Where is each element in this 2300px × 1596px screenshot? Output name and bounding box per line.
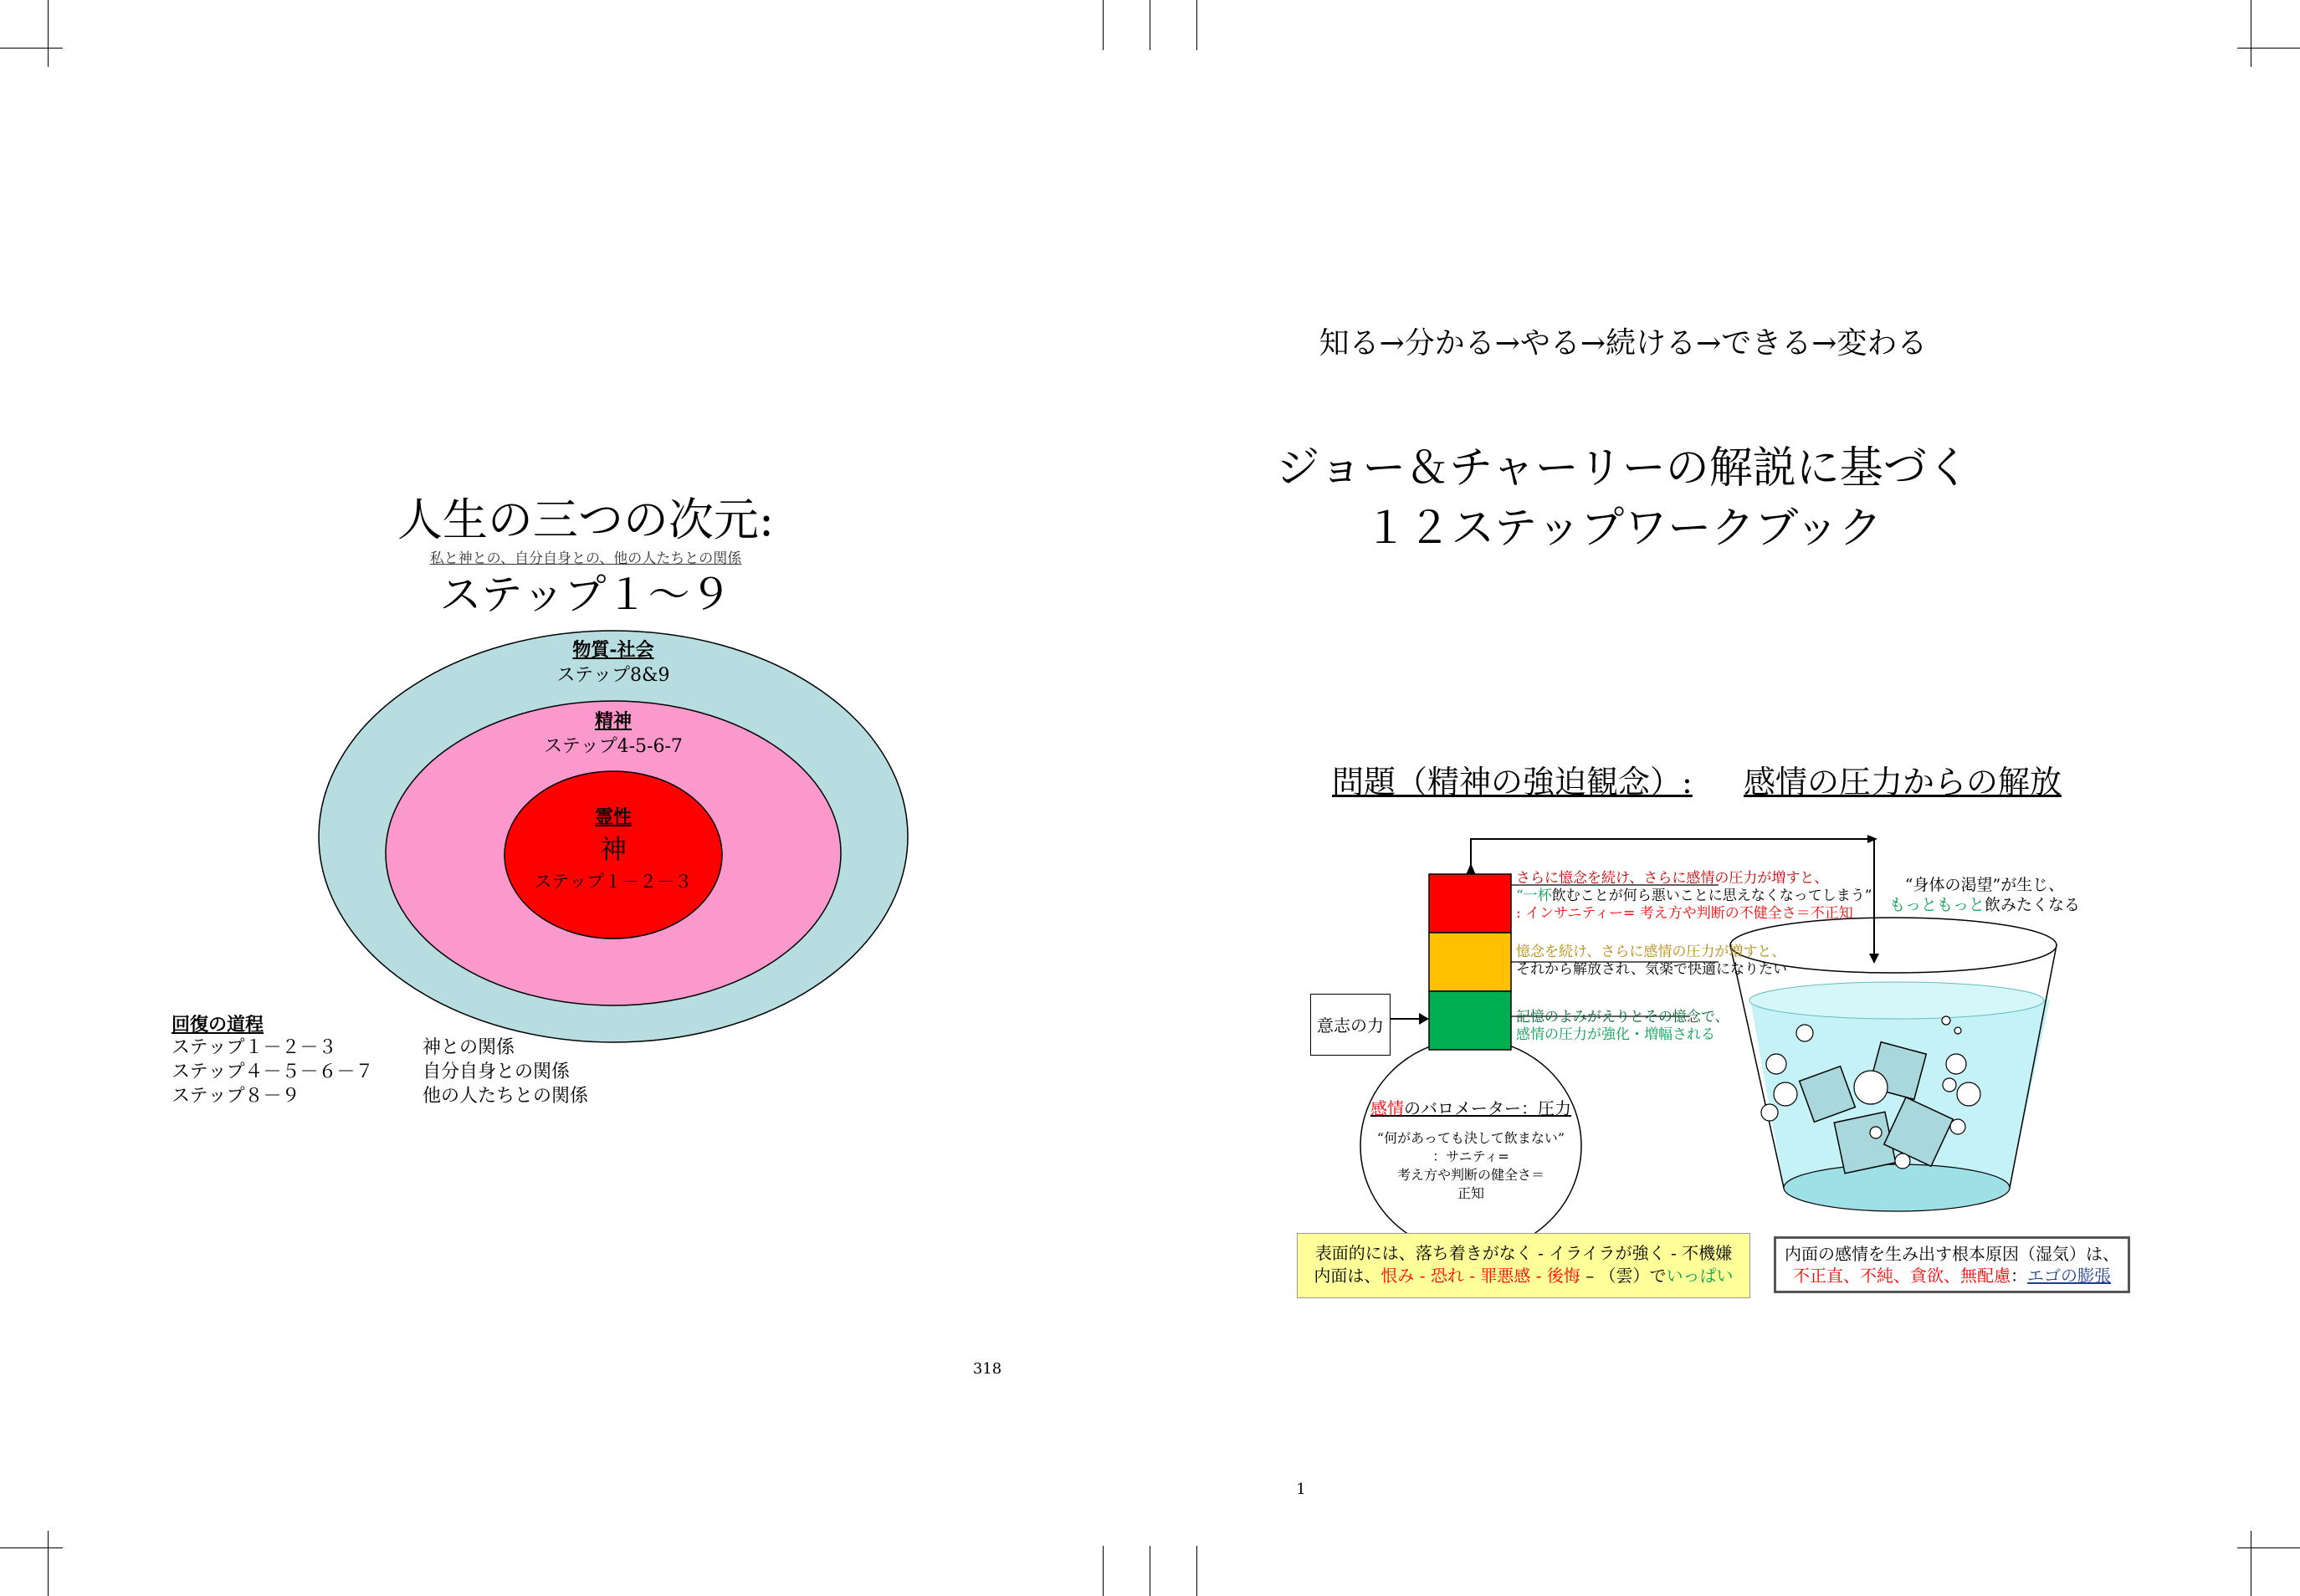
recovery-steps: ステップ８－９ xyxy=(172,1086,300,1107)
barometer-line2: ：サニティ= xyxy=(1432,1148,1509,1164)
craving-line2-b: 飲みたくなる xyxy=(1985,896,2081,914)
green-note-line2: 感情の圧力が強化・増幅される xyxy=(1516,1026,1715,1043)
workbook-title-line2: １２ステップワークブック xyxy=(1364,504,1883,554)
ring-inner-center: 神 xyxy=(599,833,627,865)
surface-line1: 表面的には、落ち着きがなく - イライラが強く - 不機嫌 xyxy=(1314,1243,1733,1263)
recovery-heading: 回復の道程 xyxy=(172,1014,264,1036)
recovery-relation: 他の人たちとの関係 xyxy=(423,1086,589,1107)
green-note xyxy=(1516,1009,1729,1044)
root-line2 xyxy=(1776,1265,2128,1287)
surface-line2-a: 内面は、 xyxy=(1314,1266,1381,1286)
process-line: 知る→分かる→やる→続ける→できる→変わる xyxy=(1319,326,1928,361)
bubble xyxy=(1954,1027,1961,1034)
ring-inner-steps: ステップ１－２－３ xyxy=(534,872,693,892)
red-note-line2 xyxy=(1516,888,1872,905)
recovery-table xyxy=(172,1036,588,1108)
red-note-line2-b: 飲むことが何ら悪いことに思えなくなってしまう” xyxy=(1551,888,1872,904)
pressure-level-green xyxy=(1429,991,1511,1050)
ring-inner-label: 霊性 xyxy=(594,806,632,828)
surface-line2-b: 恨み - 恐れ - 罪悪感 - 後悔 xyxy=(1381,1266,1580,1286)
barometer-title-a: 感情 xyxy=(1370,1098,1404,1118)
bubble xyxy=(1870,1127,1882,1138)
craving-line2-a: もっともっと xyxy=(1889,896,1985,914)
amber-note-line1: 憶念を続け、さらに感情の圧力が増すと、 xyxy=(1516,944,1786,960)
steps-title: ステップ１～９ xyxy=(439,570,732,619)
surface-line2-c: – （雲）で xyxy=(1580,1266,1667,1286)
right-page-number: 1 xyxy=(1296,1481,1306,1498)
bubble xyxy=(1761,1104,1778,1121)
amber-note xyxy=(1516,944,1787,979)
recovery-relation: 神との関係 xyxy=(423,1037,515,1058)
surface-line2 xyxy=(1298,1265,1749,1287)
willpower-label: 意志の力 xyxy=(1317,1015,1384,1036)
bubble xyxy=(1854,1071,1888,1104)
craving-note xyxy=(1889,875,2080,915)
surface-feelings-box xyxy=(1297,1233,1750,1298)
ring-middle-label: 精神 xyxy=(594,710,632,732)
bubble xyxy=(1946,1054,1966,1074)
feedback-arrow-head-right xyxy=(1867,835,1877,843)
recovery-row xyxy=(172,1036,588,1060)
amber-note-line2: それから解放され、気楽で快適になりたい xyxy=(1516,961,1788,978)
barometer-line4: 正知 xyxy=(1457,1185,1484,1201)
barometer-line3: 考え方や判断の健全さ＝ xyxy=(1396,1167,1544,1183)
bubble xyxy=(1942,1016,1950,1025)
pressure-level-amber xyxy=(1429,933,1511,991)
recovery-relation: 自分自身との関係 xyxy=(423,1061,571,1082)
glass-bottom xyxy=(1784,1164,2010,1211)
willpower-arrow-head xyxy=(1419,1013,1429,1025)
root-line2-a: 不正直、不純、貪欲、無配慮 xyxy=(1793,1266,2011,1286)
bubble xyxy=(1766,1054,1786,1074)
bubble xyxy=(1796,1025,1813,1041)
left-page-number: 318 xyxy=(972,1360,1002,1378)
recovery-row xyxy=(172,1084,588,1108)
glass-water-surface xyxy=(1749,982,2044,1019)
green-note-line1: 記憶のよみがえりとその憶念で、 xyxy=(1516,1009,1729,1026)
bubble xyxy=(1943,1078,1956,1092)
barometer-line1: “何があっても決して飲まない” xyxy=(1376,1130,1565,1146)
diagram-heading-problem: 問題（精神の強迫観念）: xyxy=(1332,764,1693,801)
feedback-arrow-head-up xyxy=(1466,863,1476,875)
bubble xyxy=(1774,1082,1797,1106)
red-note-line1: さらに憶念を続け、さらに感情の圧力が増すと、 xyxy=(1516,870,1829,887)
workbook-title-line1: ジョー＆チャーリーの解説に基づく xyxy=(1276,443,1970,494)
bubble xyxy=(1957,1082,1980,1106)
recovery-row xyxy=(172,1060,588,1084)
bubble xyxy=(1895,1154,1910,1169)
ring-outer-steps: ステップ8&9 xyxy=(556,665,670,686)
barometer-title xyxy=(1355,1097,1586,1119)
dimensions-subtitle: 私と神との、自分自身との、他の人たちとの関係 xyxy=(429,550,742,567)
diagram-heading-release: 感情の圧力からの解放 xyxy=(1744,764,2062,801)
dimensions-title: 人生の三つの次元: xyxy=(397,494,775,546)
craving-line1: “身体の渇望”が生じ、 xyxy=(1904,876,2065,894)
red-note-line2-a: “一杯 xyxy=(1516,888,1552,904)
recovery-steps: ステップ１－２－３ xyxy=(172,1037,337,1058)
recovery-steps: ステップ４－５－６－７ xyxy=(172,1061,374,1082)
surface-line2-d: いっぱい xyxy=(1666,1266,1734,1286)
feedback-arrow-head-down xyxy=(1869,954,1879,964)
ring-middle-steps: ステップ4-5-6-7 xyxy=(544,736,683,757)
root-line2-c: エゴの膨張 xyxy=(2027,1266,2111,1286)
barometer-text xyxy=(1355,1097,1586,1203)
ring-outer-label: 物質-社会 xyxy=(572,639,654,661)
pressure-level-red xyxy=(1429,874,1511,933)
root-cause-box xyxy=(1774,1236,2130,1293)
red-note xyxy=(1516,870,1872,923)
barometer-title-b: のバロメーター：圧力 xyxy=(1404,1098,1571,1118)
craving-line2 xyxy=(1889,895,2080,915)
root-line2-b: ： xyxy=(2011,1266,2027,1286)
red-note-line3: : インサニティー= 考え方や判断の不健全さ＝不正知 xyxy=(1516,905,1853,922)
root-line1: 内面の感情を生み出す根本原因（湿気）は、 xyxy=(1785,1244,2119,1264)
bubble xyxy=(1950,1119,1965,1134)
